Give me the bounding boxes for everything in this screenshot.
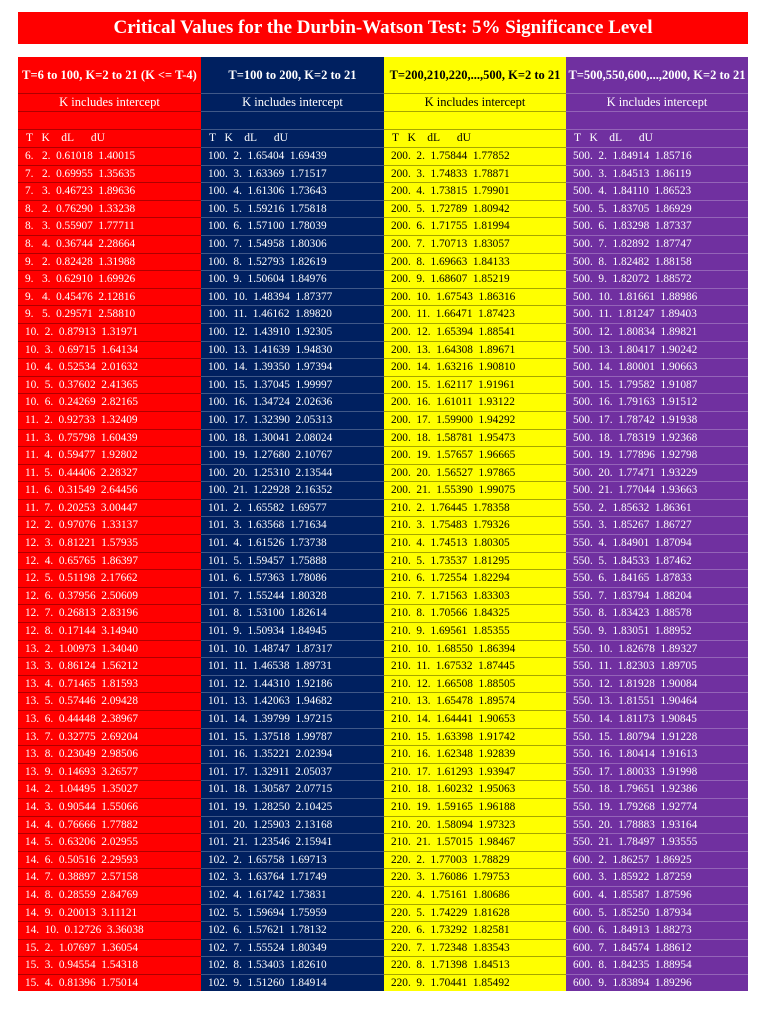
table-row: 9. 2. 0.82428 1.31988 (18, 254, 201, 272)
table-row: 8. 2. 0.76290 1.33238 (18, 201, 201, 219)
table-row: 13. 9. 0.14693 3.26577 (18, 764, 201, 782)
table-row: 101. 7. 1.55244 1.80328 (201, 588, 384, 606)
table-row: 500. 11. 1.81247 1.89403 (566, 306, 748, 324)
table-row: 14. 2. 1.04495 1.35027 (18, 781, 201, 799)
table-row: 200. 2. 1.75844 1.77852 (384, 148, 566, 166)
column-header: T=500,550,600,...,2000, K=2 to 21 (568, 68, 746, 82)
blank-row (201, 112, 384, 130)
table-row: 10. 4. 0.52534 2.01632 (18, 359, 201, 377)
table-row: 8. 3. 0.55907 1.77711 (18, 218, 201, 236)
table-row: 11. 4. 0.59477 1.92802 (18, 447, 201, 465)
table-row: 200. 7. 1.70713 1.83057 (384, 236, 566, 254)
table-row: 12. 3. 0.81221 1.57935 (18, 535, 201, 553)
table-row: 210. 13. 1.65478 1.89574 (384, 693, 566, 711)
table-row: 210. 19. 1.59165 1.96188 (384, 799, 566, 817)
table-row: 100. 3. 1.63369 1.71517 (201, 166, 384, 184)
table-row: 500. 8. 1.82482 1.88158 (566, 254, 748, 272)
page-title: Critical Values for the Durbin-Watson Test: 5% Significance Level (18, 12, 748, 44)
column-header: T=6 to 100, K=2 to 21 (K <= T-4) (22, 68, 197, 82)
table-row: 10. 5. 0.37602 2.41365 (18, 377, 201, 395)
table-row: 550. 4. 1.84901 1.87094 (566, 535, 748, 553)
table-row: 101. 3. 1.63568 1.71634 (201, 517, 384, 535)
table-row: 550. 3. 1.85267 1.86727 (566, 517, 748, 535)
table-row: 10. 2. 0.87913 1.31971 (18, 324, 201, 342)
table-row: 550. 6. 1.84165 1.87833 (566, 570, 748, 588)
table-row: 200. 6. 1.71755 1.81994 (384, 218, 566, 236)
table-row: 210. 18. 1.60232 1.95063 (384, 781, 566, 799)
table-row: 10. 3. 0.69715 1.64134 (18, 342, 201, 360)
table-row: 14. 3. 0.90544 1.55066 (18, 799, 201, 817)
table-row: 13. 2. 1.00973 1.34040 (18, 641, 201, 659)
table-row: 7. 2. 0.69955 1.35635 (18, 166, 201, 184)
table-row: 101. 14. 1.39799 1.97215 (201, 711, 384, 729)
table-row: 210. 8. 1.70566 1.84325 (384, 605, 566, 623)
table-row: 500. 19. 1.77896 1.92798 (566, 447, 748, 465)
table-row: 600. 4. 1.85587 1.87596 (566, 887, 748, 905)
table-row: 500. 14. 1.80001 1.90663 (566, 359, 748, 377)
column-header: T=200,210,220,...,500, K=2 to 21 (389, 68, 561, 82)
table-row: 100. 14. 1.39350 1.97394 (201, 359, 384, 377)
table-row: 8. 4. 0.36744 2.28664 (18, 236, 201, 254)
table-row: 600. 2. 1.86257 1.86925 (566, 852, 748, 870)
table-row: 13. 3. 0.86124 1.56212 (18, 658, 201, 676)
table-row: 102. 4. 1.61742 1.73831 (201, 887, 384, 905)
table-row: 500. 13. 1.80417 1.90242 (566, 342, 748, 360)
table-row: 101. 6. 1.57363 1.78086 (201, 570, 384, 588)
table-row: 12. 4. 0.65765 1.86397 (18, 553, 201, 571)
table-row: 11. 2. 0.92733 1.32409 (18, 412, 201, 430)
table-row: 100. 12. 1.43910 1.92305 (201, 324, 384, 342)
table-row: 200. 14. 1.63216 1.90810 (384, 359, 566, 377)
table-row: 500. 5. 1.83705 1.86929 (566, 201, 748, 219)
table-row: 102. 8. 1.53403 1.82610 (201, 957, 384, 975)
table-row: 210. 6. 1.72554 1.82294 (384, 570, 566, 588)
table-row: 200. 15. 1.62117 1.91961 (384, 377, 566, 395)
table-row: 13. 4. 0.71465 1.81593 (18, 676, 201, 694)
table-row: 600. 7. 1.84574 1.88612 (566, 940, 748, 958)
table-row: 100. 6. 1.57100 1.78039 (201, 218, 384, 236)
table-row: 14. 10. 0.12726 3.36038 (18, 922, 201, 940)
table-row: 100. 10. 1.48394 1.87377 (201, 289, 384, 307)
table-row: 500. 7. 1.82892 1.87747 (566, 236, 748, 254)
table-row: 102. 9. 1.51260 1.84914 (201, 975, 384, 991)
table-row: 101. 19. 1.28250 2.10425 (201, 799, 384, 817)
column-subheader: K includes intercept (201, 93, 384, 112)
table-row: 500. 4. 1.84110 1.86523 (566, 183, 748, 201)
table-row: 500. 21. 1.77044 1.93663 (566, 482, 748, 500)
table-row: 550. 16. 1.80414 1.91613 (566, 746, 748, 764)
table-row: 101. 9. 1.50934 1.84945 (201, 623, 384, 641)
table-row: 600. 8. 1.84235 1.88954 (566, 957, 748, 975)
table-row: 550. 18. 1.79651 1.92386 (566, 781, 748, 799)
table-column-t6-100 (18, 57, 201, 991)
table-row: 100. 19. 1.27680 2.10767 (201, 447, 384, 465)
table-row: 101. 12. 1.44310 1.92186 (201, 676, 384, 694)
table-row: 15. 4. 0.81396 1.75014 (18, 975, 201, 991)
table-row: 200. 13. 1.64308 1.89671 (384, 342, 566, 360)
table-row: 14. 5. 0.63206 2.02955 (18, 834, 201, 852)
table-row: 220. 7. 1.72348 1.83543 (384, 940, 566, 958)
table-row: 550. 20. 1.78883 1.93164 (566, 817, 748, 835)
table-row: 12. 7. 0.26813 2.83196 (18, 605, 201, 623)
table-row: 200. 12. 1.65394 1.88541 (384, 324, 566, 342)
table-row: 102. 3. 1.63764 1.71749 (201, 869, 384, 887)
table-row: 500. 16. 1.79163 1.91512 (566, 394, 748, 412)
table-row: 210. 10. 1.68550 1.86394 (384, 641, 566, 659)
table-row: 100. 21. 1.22928 2.16352 (201, 482, 384, 500)
table-row: 200. 20. 1.56527 1.97865 (384, 465, 566, 483)
table-row: 200. 18. 1.58781 1.95473 (384, 430, 566, 448)
table-row: 12. 5. 0.51198 2.17662 (18, 570, 201, 588)
table-row: 220. 2. 1.77003 1.78829 (384, 852, 566, 870)
table-row: 10. 6. 0.24269 2.82165 (18, 394, 201, 412)
table-row: 550. 19. 1.79268 1.92774 (566, 799, 748, 817)
table-row: 101. 13. 1.42063 1.94682 (201, 693, 384, 711)
table-row: 15. 2. 1.07697 1.36054 (18, 940, 201, 958)
table-row: 100. 8. 1.52793 1.82619 (201, 254, 384, 272)
table-row: 101. 10. 1.48747 1.87317 (201, 641, 384, 659)
table-row: 11. 6. 0.31549 2.64456 (18, 482, 201, 500)
table-row: 210. 5. 1.73537 1.81295 (384, 553, 566, 571)
table-row: 100. 20. 1.25310 2.13544 (201, 465, 384, 483)
table-row: 550. 8. 1.83423 1.88578 (566, 605, 748, 623)
table-row: 210. 2. 1.76445 1.78358 (384, 500, 566, 518)
table-column-t200-500 (384, 57, 566, 991)
table-row: 210. 16. 1.62348 1.92839 (384, 746, 566, 764)
table-row: 101. 21. 1.23546 2.15941 (201, 834, 384, 852)
table-row: 200. 21. 1.55390 1.99075 (384, 482, 566, 500)
table-row: 210. 7. 1.71563 1.83303 (384, 588, 566, 606)
table-row: 102. 7. 1.55524 1.80349 (201, 940, 384, 958)
column-labels: T K dL dU (18, 130, 201, 148)
table-row: 200. 3. 1.74833 1.78871 (384, 166, 566, 184)
table-row: 210. 17. 1.61293 1.93947 (384, 764, 566, 782)
column-labels: T K dL dU (566, 130, 748, 148)
table-row: 200. 19. 1.57657 1.96665 (384, 447, 566, 465)
table-row: 550. 7. 1.83794 1.88204 (566, 588, 748, 606)
table-row: 14. 7. 0.38897 2.57158 (18, 869, 201, 887)
table-row: 220. 4. 1.75161 1.80686 (384, 887, 566, 905)
blank-row (566, 112, 748, 130)
table-row: 100. 16. 1.34724 2.02636 (201, 394, 384, 412)
table-row: 100. 5. 1.59216 1.75818 (201, 201, 384, 219)
table-row: 100. 13. 1.41639 1.94830 (201, 342, 384, 360)
table-row: 550. 14. 1.81173 1.90845 (566, 711, 748, 729)
column-labels: T K dL dU (201, 130, 384, 148)
table-row: 600. 5. 1.85250 1.87934 (566, 905, 748, 923)
table-row: 12. 6. 0.37956 2.50609 (18, 588, 201, 606)
table-row: 220. 6. 1.73292 1.82581 (384, 922, 566, 940)
table-row: 550. 9. 1.83051 1.88952 (566, 623, 748, 641)
table-row: 500. 10. 1.81661 1.88986 (566, 289, 748, 307)
column-header: T=100 to 200, K=2 to 21 (228, 68, 357, 82)
table-row: 14. 4. 0.76666 1.77882 (18, 817, 201, 835)
table-row: 550. 10. 1.82678 1.89327 (566, 641, 748, 659)
column-subheader: K includes intercept (566, 93, 748, 112)
table-row: 500. 6. 1.83298 1.87337 (566, 218, 748, 236)
table-column-t100-200 (201, 57, 384, 991)
column-subheader: K includes intercept (384, 93, 566, 112)
table-row: 210. 9. 1.69561 1.85355 (384, 623, 566, 641)
table-row: 102. 6. 1.57621 1.78132 (201, 922, 384, 940)
table-row: 101. 17. 1.32911 2.05037 (201, 764, 384, 782)
table-row: 500. 3. 1.84513 1.86119 (566, 166, 748, 184)
blank-row (18, 112, 201, 130)
table-row: 500. 12. 1.80834 1.89821 (566, 324, 748, 342)
table-row: 13. 5. 0.57446 2.09428 (18, 693, 201, 711)
table-row: 210. 21. 1.57015 1.98467 (384, 834, 566, 852)
table-row: 500. 15. 1.79582 1.91087 (566, 377, 748, 395)
table-row: 101. 4. 1.61526 1.73738 (201, 535, 384, 553)
table-row: 100. 9. 1.50604 1.84976 (201, 271, 384, 289)
table-row: 13. 8. 0.23049 2.98506 (18, 746, 201, 764)
blank-row (384, 112, 566, 130)
table-row: 6. 2. 0.61018 1.40015 (18, 148, 201, 166)
table-row: 550. 21. 1.78497 1.93555 (566, 834, 748, 852)
table-row: 550. 17. 1.80033 1.91998 (566, 764, 748, 782)
table-row: 101. 5. 1.59457 1.75888 (201, 553, 384, 571)
table-row: 101. 2. 1.65582 1.69577 (201, 500, 384, 518)
table-row: 210. 14. 1.64441 1.90653 (384, 711, 566, 729)
table-row: 11. 5. 0.44406 2.28327 (18, 465, 201, 483)
table-column-t500-2000 (566, 57, 748, 991)
table-row: 500. 17. 1.78742 1.91938 (566, 412, 748, 430)
table-row: 9. 3. 0.62910 1.69926 (18, 271, 201, 289)
table-row: 9. 5. 0.29571 2.58810 (18, 306, 201, 324)
table-row: 13. 7. 0.32775 2.69204 (18, 729, 201, 747)
table-row: 210. 4. 1.74513 1.80305 (384, 535, 566, 553)
table-row: 200. 17. 1.59900 1.94292 (384, 412, 566, 430)
table-row: 11. 3. 0.75798 1.60439 (18, 430, 201, 448)
table-row: 100. 15. 1.37045 1.99997 (201, 377, 384, 395)
table-row: 210. 20. 1.58094 1.97323 (384, 817, 566, 835)
table-row: 210. 3. 1.75483 1.79326 (384, 517, 566, 535)
table-row: 14. 6. 0.50516 2.29593 (18, 852, 201, 870)
table-row: 101. 8. 1.53100 1.82614 (201, 605, 384, 623)
table-row: 100. 2. 1.65404 1.69439 (201, 148, 384, 166)
table-row: 11. 7. 0.20253 3.00447 (18, 500, 201, 518)
table-row: 101. 15. 1.37518 1.99787 (201, 729, 384, 747)
table-row: 200. 4. 1.73815 1.79901 (384, 183, 566, 201)
table-row: 100. 4. 1.61306 1.73643 (201, 183, 384, 201)
table-row: 220. 5. 1.74229 1.81628 (384, 905, 566, 923)
column-subheader: K includes intercept (18, 93, 201, 112)
table-row: 600. 3. 1.85922 1.87259 (566, 869, 748, 887)
table-row: 600. 9. 1.83894 1.89296 (566, 975, 748, 991)
table-row: 100. 7. 1.54958 1.80306 (201, 236, 384, 254)
table-row: 101. 11. 1.46538 1.89731 (201, 658, 384, 676)
table-row: 550. 12. 1.81928 1.90084 (566, 676, 748, 694)
table-row: 210. 11. 1.67532 1.87445 (384, 658, 566, 676)
table-row: 102. 2. 1.65758 1.69713 (201, 852, 384, 870)
table-row: 500. 18. 1.78319 1.92368 (566, 430, 748, 448)
table-row: 220. 8. 1.71398 1.84513 (384, 957, 566, 975)
table-row: 100. 18. 1.30041 2.08024 (201, 430, 384, 448)
table-row: 100. 11. 1.46162 1.89820 (201, 306, 384, 324)
table-row: 600. 6. 1.84913 1.88273 (566, 922, 748, 940)
table-row: 500. 2. 1.84914 1.85716 (566, 148, 748, 166)
table-row: 550. 11. 1.82303 1.89705 (566, 658, 748, 676)
table-row: 550. 15. 1.80794 1.91228 (566, 729, 748, 747)
table-row: 14. 9. 0.20013 3.11121 (18, 905, 201, 923)
table-row: 200. 16. 1.61011 1.93122 (384, 394, 566, 412)
table-row: 200. 8. 1.69663 1.84133 (384, 254, 566, 272)
table-row: 12. 8. 0.17144 3.14940 (18, 623, 201, 641)
table-row: 101. 16. 1.35221 2.02394 (201, 746, 384, 764)
table-row: 550. 2. 1.85632 1.86361 (566, 500, 748, 518)
table-row: 550. 13. 1.81551 1.90464 (566, 693, 748, 711)
table-row: 102. 5. 1.59694 1.75959 (201, 905, 384, 923)
table-row: 210. 12. 1.66508 1.88505 (384, 676, 566, 694)
table-row: 15. 3. 0.94554 1.54318 (18, 957, 201, 975)
table-row: 550. 5. 1.84533 1.87462 (566, 553, 748, 571)
table-row: 14. 8. 0.28559 2.84769 (18, 887, 201, 905)
table-row: 13. 6. 0.44448 2.38967 (18, 711, 201, 729)
table-row: 500. 20. 1.77471 1.93229 (566, 465, 748, 483)
table-row: 100. 17. 1.32390 2.05313 (201, 412, 384, 430)
table-row: 220. 3. 1.76086 1.79753 (384, 869, 566, 887)
column-labels: T K dL dU (384, 130, 566, 148)
table-row: 9. 4. 0.45476 2.12816 (18, 289, 201, 307)
table-row: 210. 15. 1.63398 1.91742 (384, 729, 566, 747)
table-row: 220. 9. 1.70441 1.85492 (384, 975, 566, 991)
table-row: 500. 9. 1.82072 1.88572 (566, 271, 748, 289)
table-row: 200. 9. 1.68607 1.85219 (384, 271, 566, 289)
table-row: 200. 5. 1.72789 1.80942 (384, 201, 566, 219)
table-row: 101. 20. 1.25903 2.13168 (201, 817, 384, 835)
table-row: 200. 10. 1.67543 1.86316 (384, 289, 566, 307)
table-row: 12. 2. 0.97076 1.33137 (18, 517, 201, 535)
table-row: 200. 11. 1.66471 1.87423 (384, 306, 566, 324)
table-row: 7. 3. 0.46723 1.89636 (18, 183, 201, 201)
table-row: 101. 18. 1.30587 2.07715 (201, 781, 384, 799)
